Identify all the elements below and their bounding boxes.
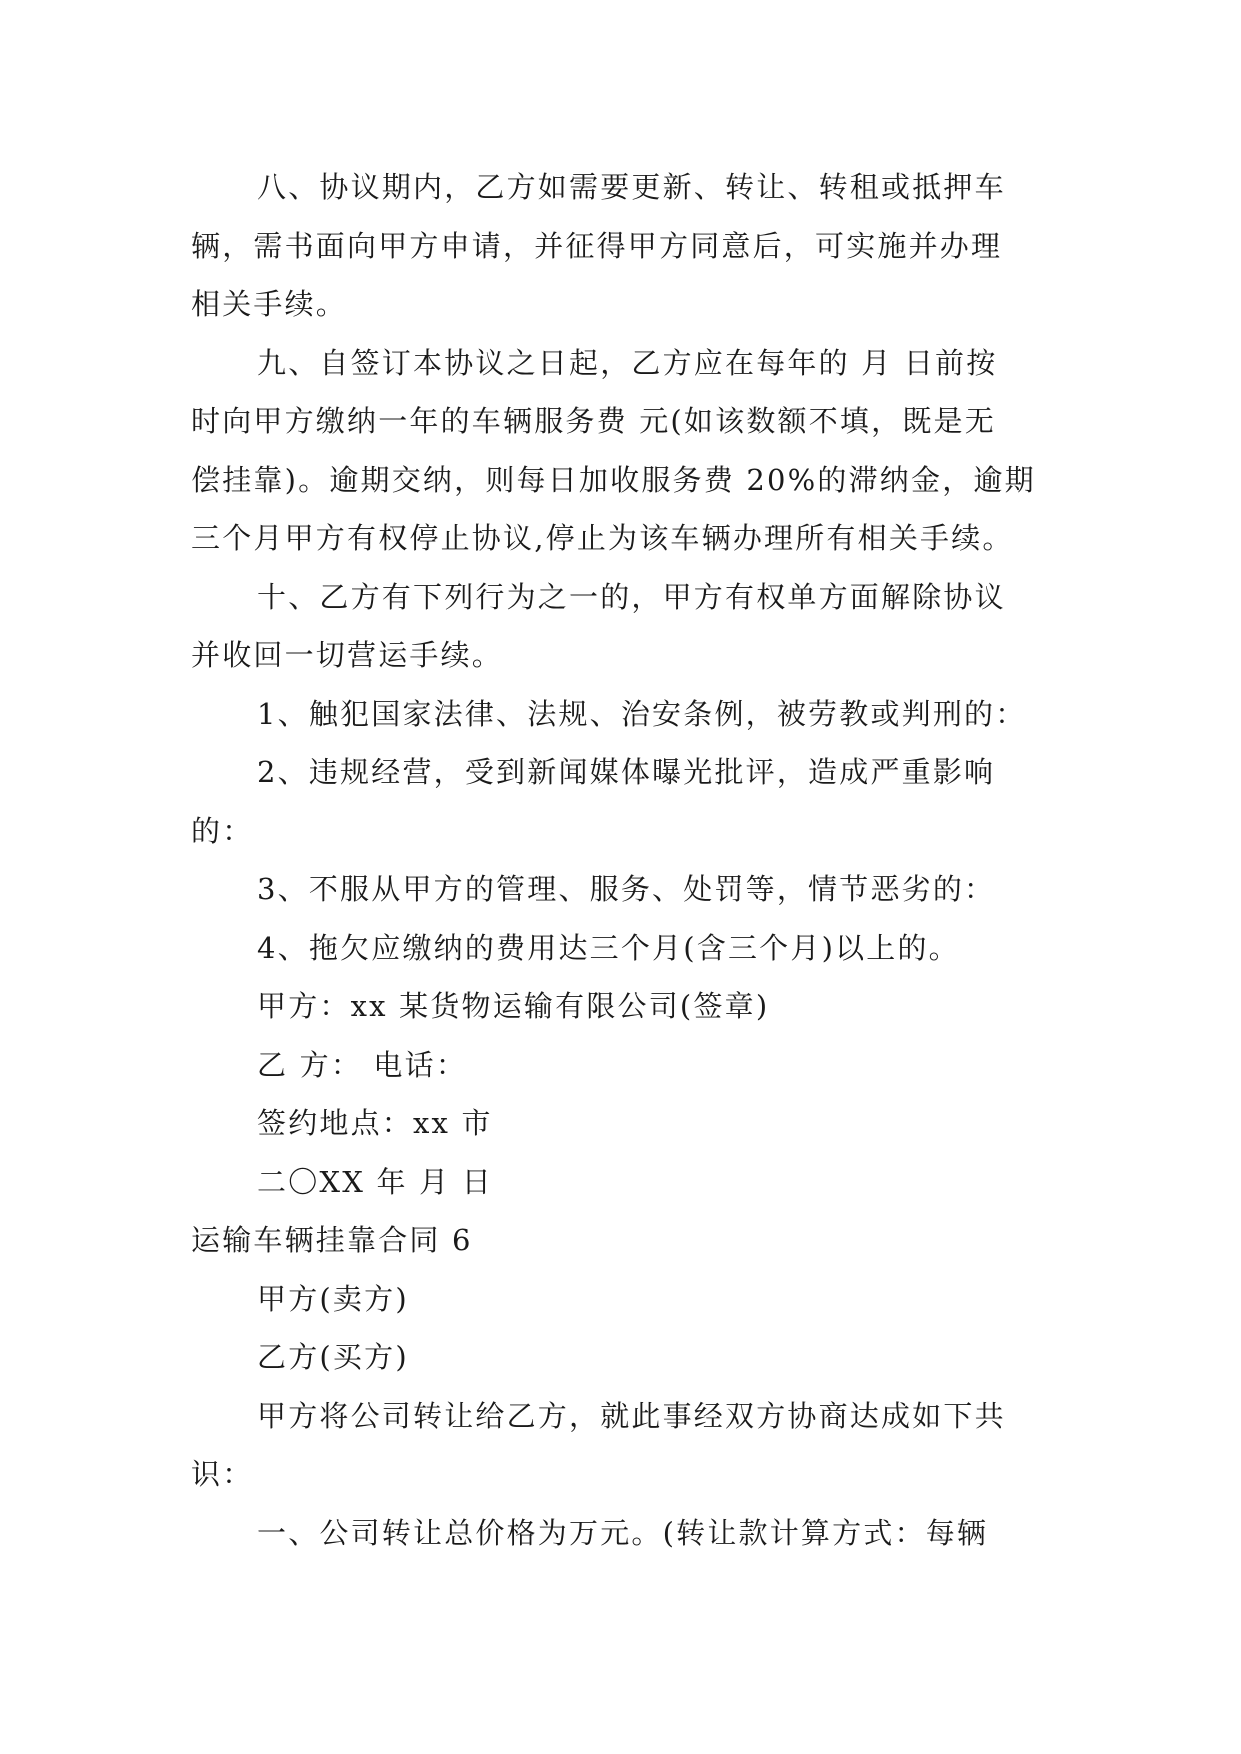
clause-8-line-2: 辆，需书面向甲方申请，并征得甲方同意后，可实施并办理 [191,228,1003,263]
clause-9-line-3: 偿挂靠)。逾期交纳，则每日加收服务费 20%的滞纳金，逾期 [191,462,1036,497]
clause-10-item-4: 4、拖欠应缴纳的费用达三个月(含三个月)以上的。 [257,930,960,965]
clause-10-item-2-line-2: 的： [191,813,254,848]
party-b-phone: 乙 方： 电话： [257,1047,468,1082]
party-a-signature: 甲方：xx 某货物运输有限公司(签章) [257,989,770,1023]
clause-10-item-1: 1、触犯国家法律、法规、治安条例，被劳教或判刑的： [257,696,1027,731]
article-1-line-1: 一、公司转让总价格为万元。(转让款计算方式：每辆 [257,1515,989,1550]
clause-9-line-4: 三个月甲方有权停止协议,停止为该车辆办理所有相关手续。 [191,521,1014,555]
preamble-line-1: 甲方将公司转让给乙方，就此事经双方协商达成如下共 [257,1398,1006,1433]
clause-8-line-1: 八、协议期内，乙方如需要更新、转让、转租或抵押车 [257,170,1006,204]
document-body [191,158,1051,1562]
clause-10-line-1: 十、乙方有下列行为之一的，甲方有权单方面解除协议 [257,579,1006,614]
signing-location: 签约地点：xx 市 [257,1106,493,1140]
clause-9-line-1: 九、自签订本协议之日起，乙方应在每年的 月 日前按 [257,345,998,380]
clause-10-item-3: 3、不服从甲方的管理、服务、处罚等，情节恶劣的： [257,872,996,906]
party-b-buyer: 乙方(买方) [257,1340,409,1374]
preamble-line-2: 识： [191,1457,254,1491]
clause-10-item-2-line-1: 2、违规经营，受到新闻媒体曝光批评，造成严重影响 [257,755,996,789]
signing-date: 二〇XX 年 月 日 [257,1164,493,1199]
clause-9-line-2: 时向甲方缴纳一年的车辆服务费 元(如该数额不填，既是无 [191,404,996,438]
clause-10-line-2: 并收回一切营运手续。 [191,638,504,672]
clause-8-line-3: 相关手续。 [191,287,348,321]
party-a-seller: 甲方(卖方) [257,1281,409,1316]
contract-title: 运输车辆挂靠合同 6 [191,1223,473,1257]
